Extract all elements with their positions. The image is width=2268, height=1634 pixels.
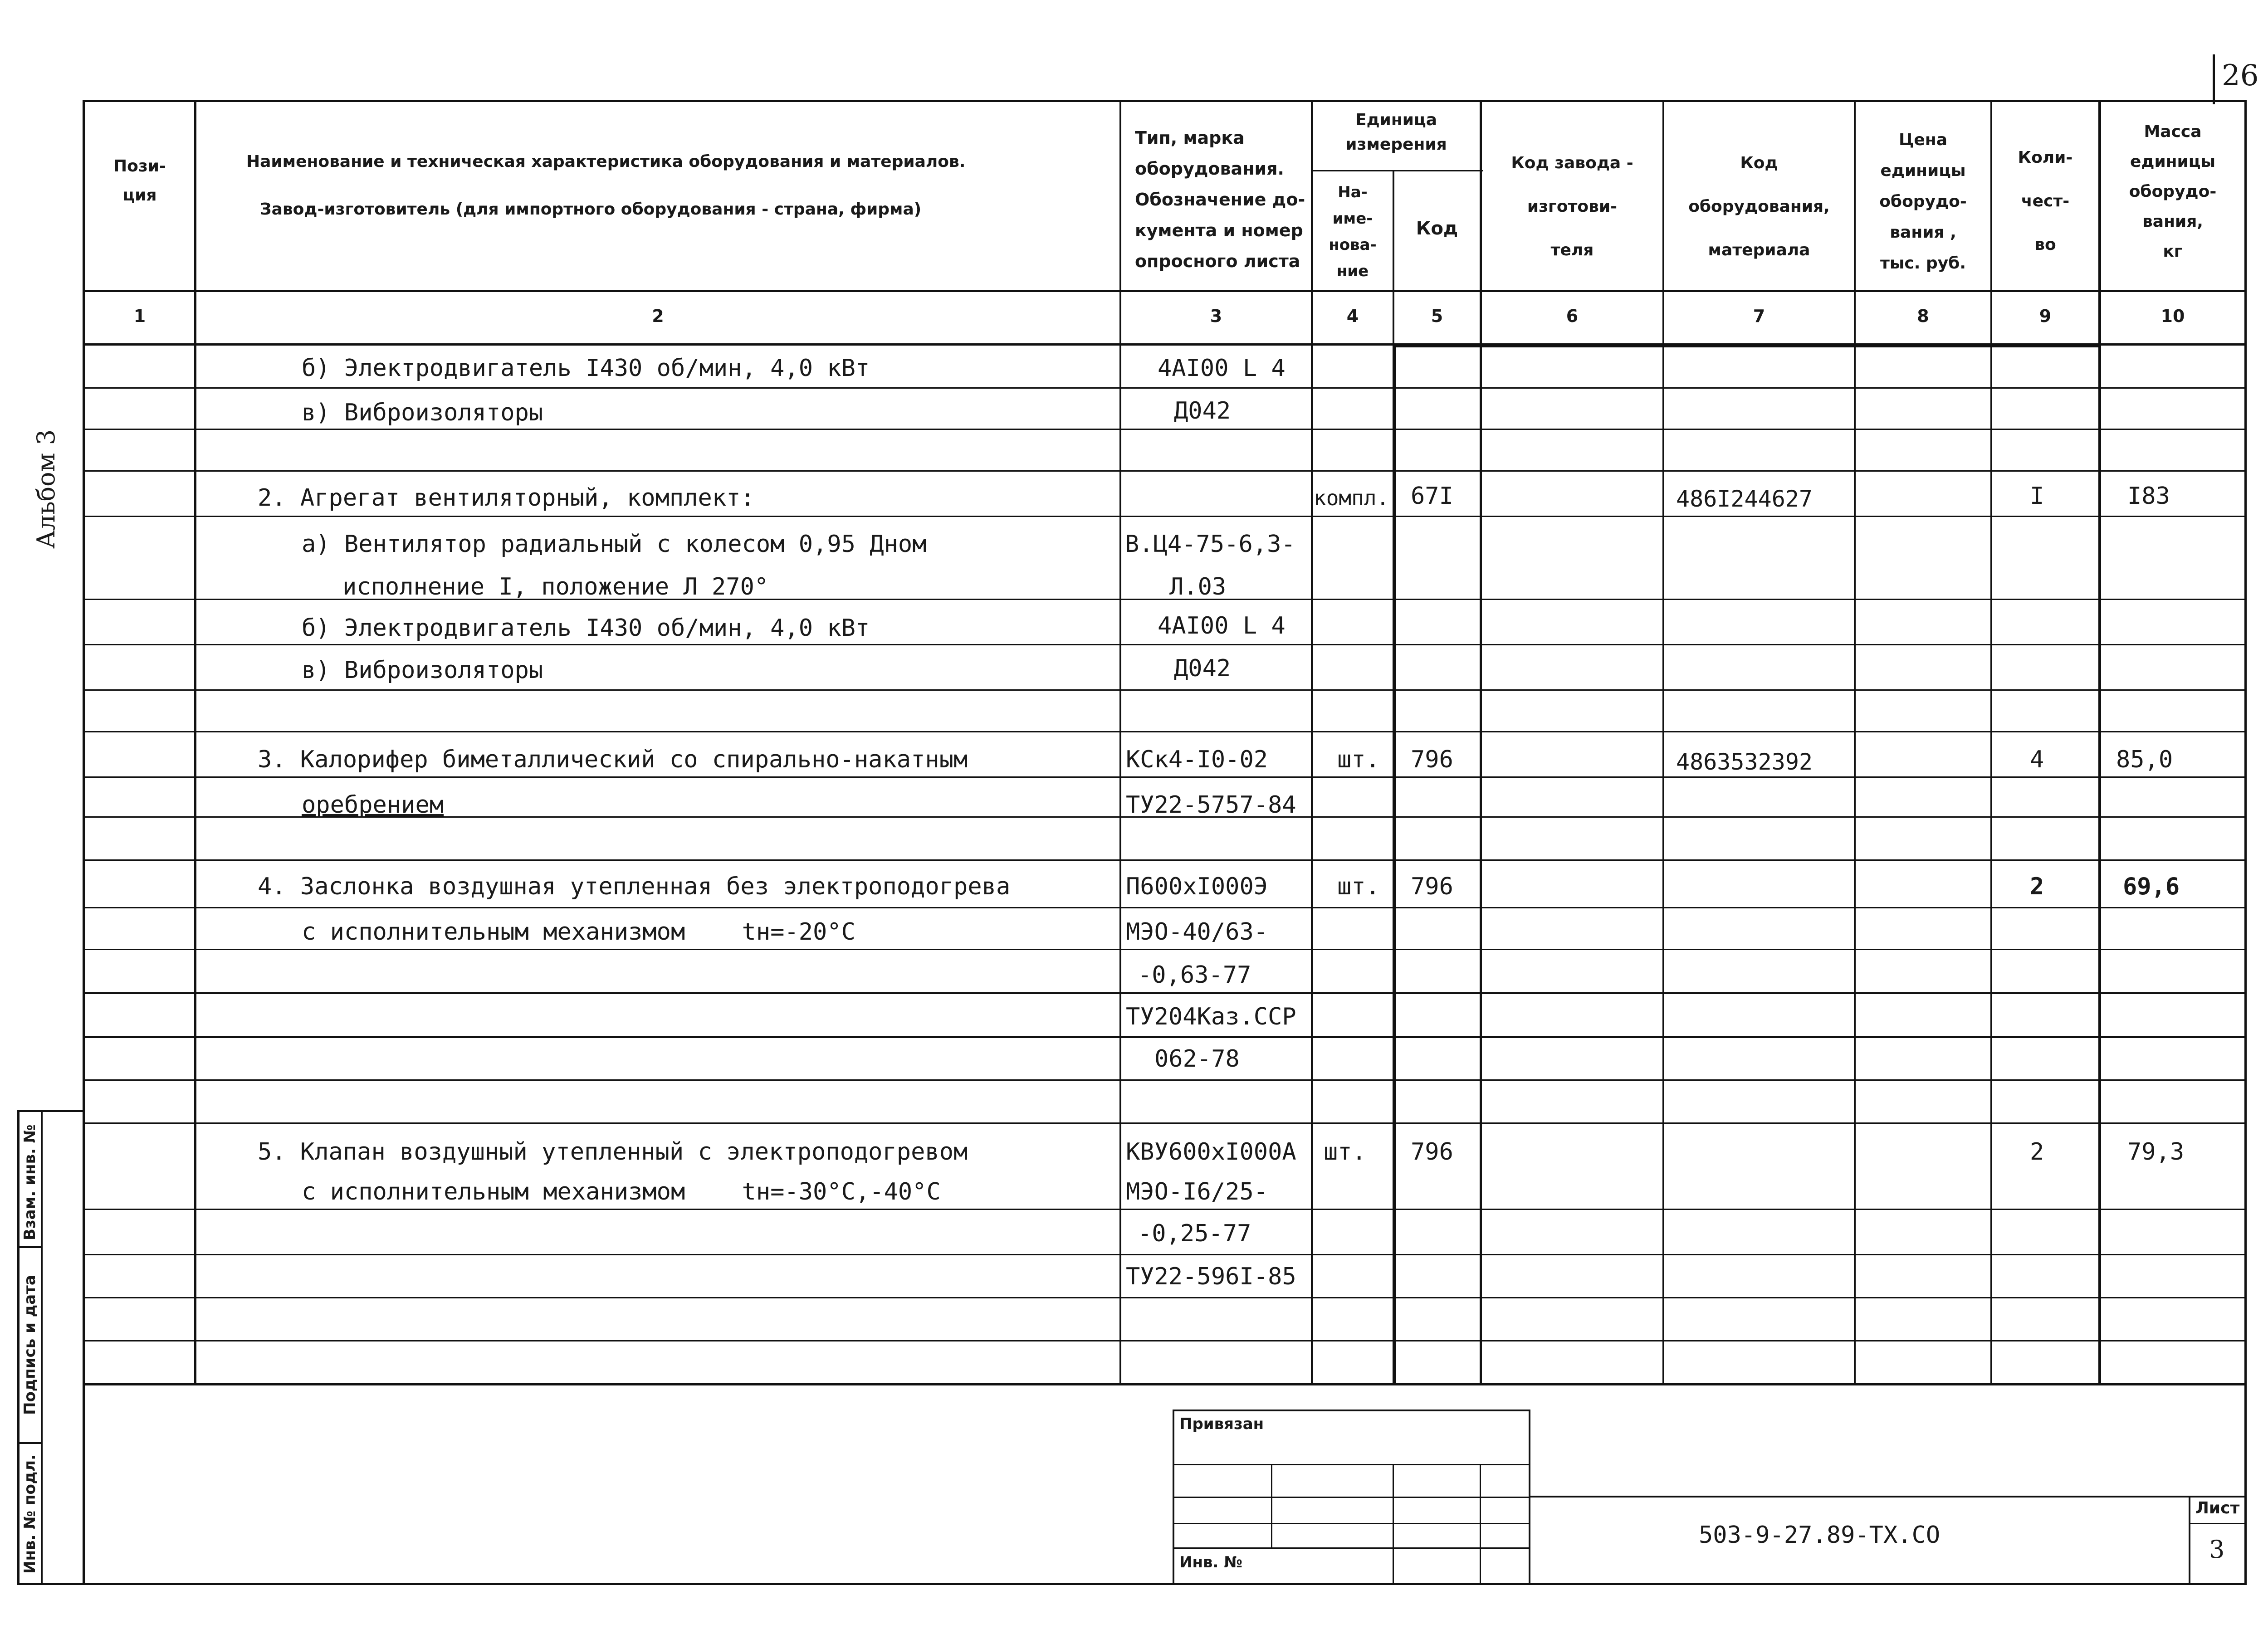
- row-name: б) Электродвигатель I430 об/мин, 4,0 кВт: [302, 355, 870, 382]
- col-number: 6: [1566, 306, 1579, 326]
- strip-inv-podl: Инв. № подл.: [21, 1454, 39, 1574]
- strip-vzam: Взам. инв. №: [21, 1124, 39, 1240]
- row-name: 4. Заслонка воздушная утепленная без электроподогрева: [258, 873, 1011, 900]
- col-number: 3: [1210, 306, 1222, 326]
- row-name: 3. Калорифер биметаллический со спирально-накатным: [258, 746, 968, 773]
- row-equip-code: 486I244627: [1676, 486, 1813, 512]
- row-type: Д042: [1174, 397, 1231, 424]
- strip-podpis: Подпись и дата: [21, 1275, 39, 1415]
- header-mass: Масса единицы оборудо- вания, кг: [2129, 122, 2217, 261]
- col-number: 1: [133, 306, 146, 326]
- header-quantity: Коли- чест- во: [2018, 148, 2073, 254]
- row-unit: компл.: [1314, 486, 1389, 510]
- row-unit: шт.: [1337, 746, 1380, 773]
- row-type: 4AI00 L 4: [1158, 355, 1286, 382]
- header-equipment-code: Код оборудования, материала: [1688, 154, 1830, 259]
- row-code: 796: [1411, 746, 1453, 773]
- row-code: 796: [1411, 873, 1453, 900]
- row-type: КВУ600хI000А: [1126, 1138, 1296, 1166]
- row-type: Д042: [1174, 655, 1231, 682]
- header-price: Цена единицы оборудо- вания , тыс. руб.: [1879, 131, 1967, 273]
- row-name: 2. Агрегат вентиляторный, комплект:: [258, 484, 755, 512]
- row-name: с исполнительным механизмом tн=-30°С,-40°С: [302, 1178, 941, 1205]
- row-type: ТУ204Каз.ССР: [1126, 1003, 1296, 1030]
- row-name: оребрением: [302, 791, 444, 819]
- row-code: 67I: [1411, 483, 1453, 510]
- row-type: Л.03: [1169, 573, 1227, 600]
- row-type: В.Ц4-75-6,3-: [1125, 531, 1295, 558]
- row-mass: I83: [2127, 483, 2170, 510]
- side-label-album: Альбом 3: [32, 429, 60, 549]
- row-name: с исполнительным механизмом tн=-20°С: [302, 918, 855, 946]
- row-equip-code: 4863532392: [1676, 749, 1813, 775]
- col-number: 7: [1753, 306, 1765, 326]
- row-mass: 85,0: [2116, 746, 2173, 773]
- row-code: 796: [1411, 1138, 1453, 1166]
- row-type: 4AI00 L 4: [1158, 612, 1286, 639]
- col-number: 8: [1917, 306, 1929, 326]
- col-number: 2: [652, 306, 664, 326]
- col-number: 5: [1431, 306, 1443, 326]
- row-type: МЭО-I6/25-: [1126, 1178, 1268, 1205]
- row-unit: шт.: [1337, 873, 1380, 900]
- row-type: -0,25-77: [1138, 1220, 1251, 1247]
- document-code: 503-9-27.89-ТХ.СО: [1699, 1522, 1941, 1549]
- row-type: ТУ22-5757-84: [1126, 791, 1296, 819]
- row-mass: 69,6: [2123, 873, 2180, 900]
- row-name: б) Электродвигатель I430 об/мин, 4,0 кВт: [302, 615, 870, 642]
- row-name: 5. Клапан воздушный утепленный с электроподогревом: [258, 1138, 968, 1166]
- row-type: -0,63-77: [1138, 961, 1251, 989]
- stamp-privyazan: Привязан: [1179, 1415, 1264, 1433]
- header-unit: Единица измерения: [1345, 111, 1447, 154]
- row-type: 062-78: [1154, 1045, 1240, 1073]
- header-name-line1: Наименование и техническая характеристика оборудования и материалов.: [246, 152, 966, 171]
- row-name: в) Виброизоляторы: [302, 399, 543, 426]
- row-qty: 2: [2030, 873, 2044, 900]
- header-unit-name: На- име- нова- ние: [1329, 183, 1377, 280]
- row-type: ТУ22-596I-85: [1126, 1263, 1296, 1290]
- row-type: П600хI000Э: [1126, 873, 1268, 900]
- stamp-inv-no: Инв. №: [1179, 1553, 1243, 1571]
- row-qty: I: [2030, 483, 2044, 510]
- row-name: исполнение I, положение Л 270°: [342, 573, 769, 600]
- header-type: Тип, марка оборудования. Обозначение до- кумента и номер опросного листа: [1135, 128, 1305, 271]
- row-unit: шт.: [1324, 1138, 1366, 1166]
- row-name: в) Виброизоляторы: [302, 657, 543, 684]
- header-position: Пози- ция: [113, 157, 166, 205]
- col-number: 9: [2039, 306, 2052, 326]
- row-qty: 2: [2030, 1138, 2044, 1166]
- row-qty: 4: [2030, 746, 2044, 773]
- top-sheet-number: 26: [2222, 59, 2259, 93]
- col-number: 4: [1346, 306, 1359, 326]
- header-name-line2: Завод-изготовитель (для импортного оборудования - страна, фирма): [260, 200, 922, 219]
- header-factory-code: Код завода - изготови- теля: [1511, 154, 1633, 259]
- sheet-label: Лист: [2195, 1499, 2240, 1517]
- row-type: МЭО-40/63-: [1126, 918, 1268, 946]
- header-unit-code: Код: [1416, 218, 1458, 239]
- sheet-number: 3: [2209, 1535, 2225, 1564]
- col-number: 10: [2160, 306, 2185, 326]
- row-name: а) Вентилятор радиальный с колесом 0,95 Дном: [302, 531, 927, 558]
- row-type: КСк4-I0-02: [1126, 746, 1268, 773]
- row-mass: 79,3: [2127, 1138, 2185, 1166]
